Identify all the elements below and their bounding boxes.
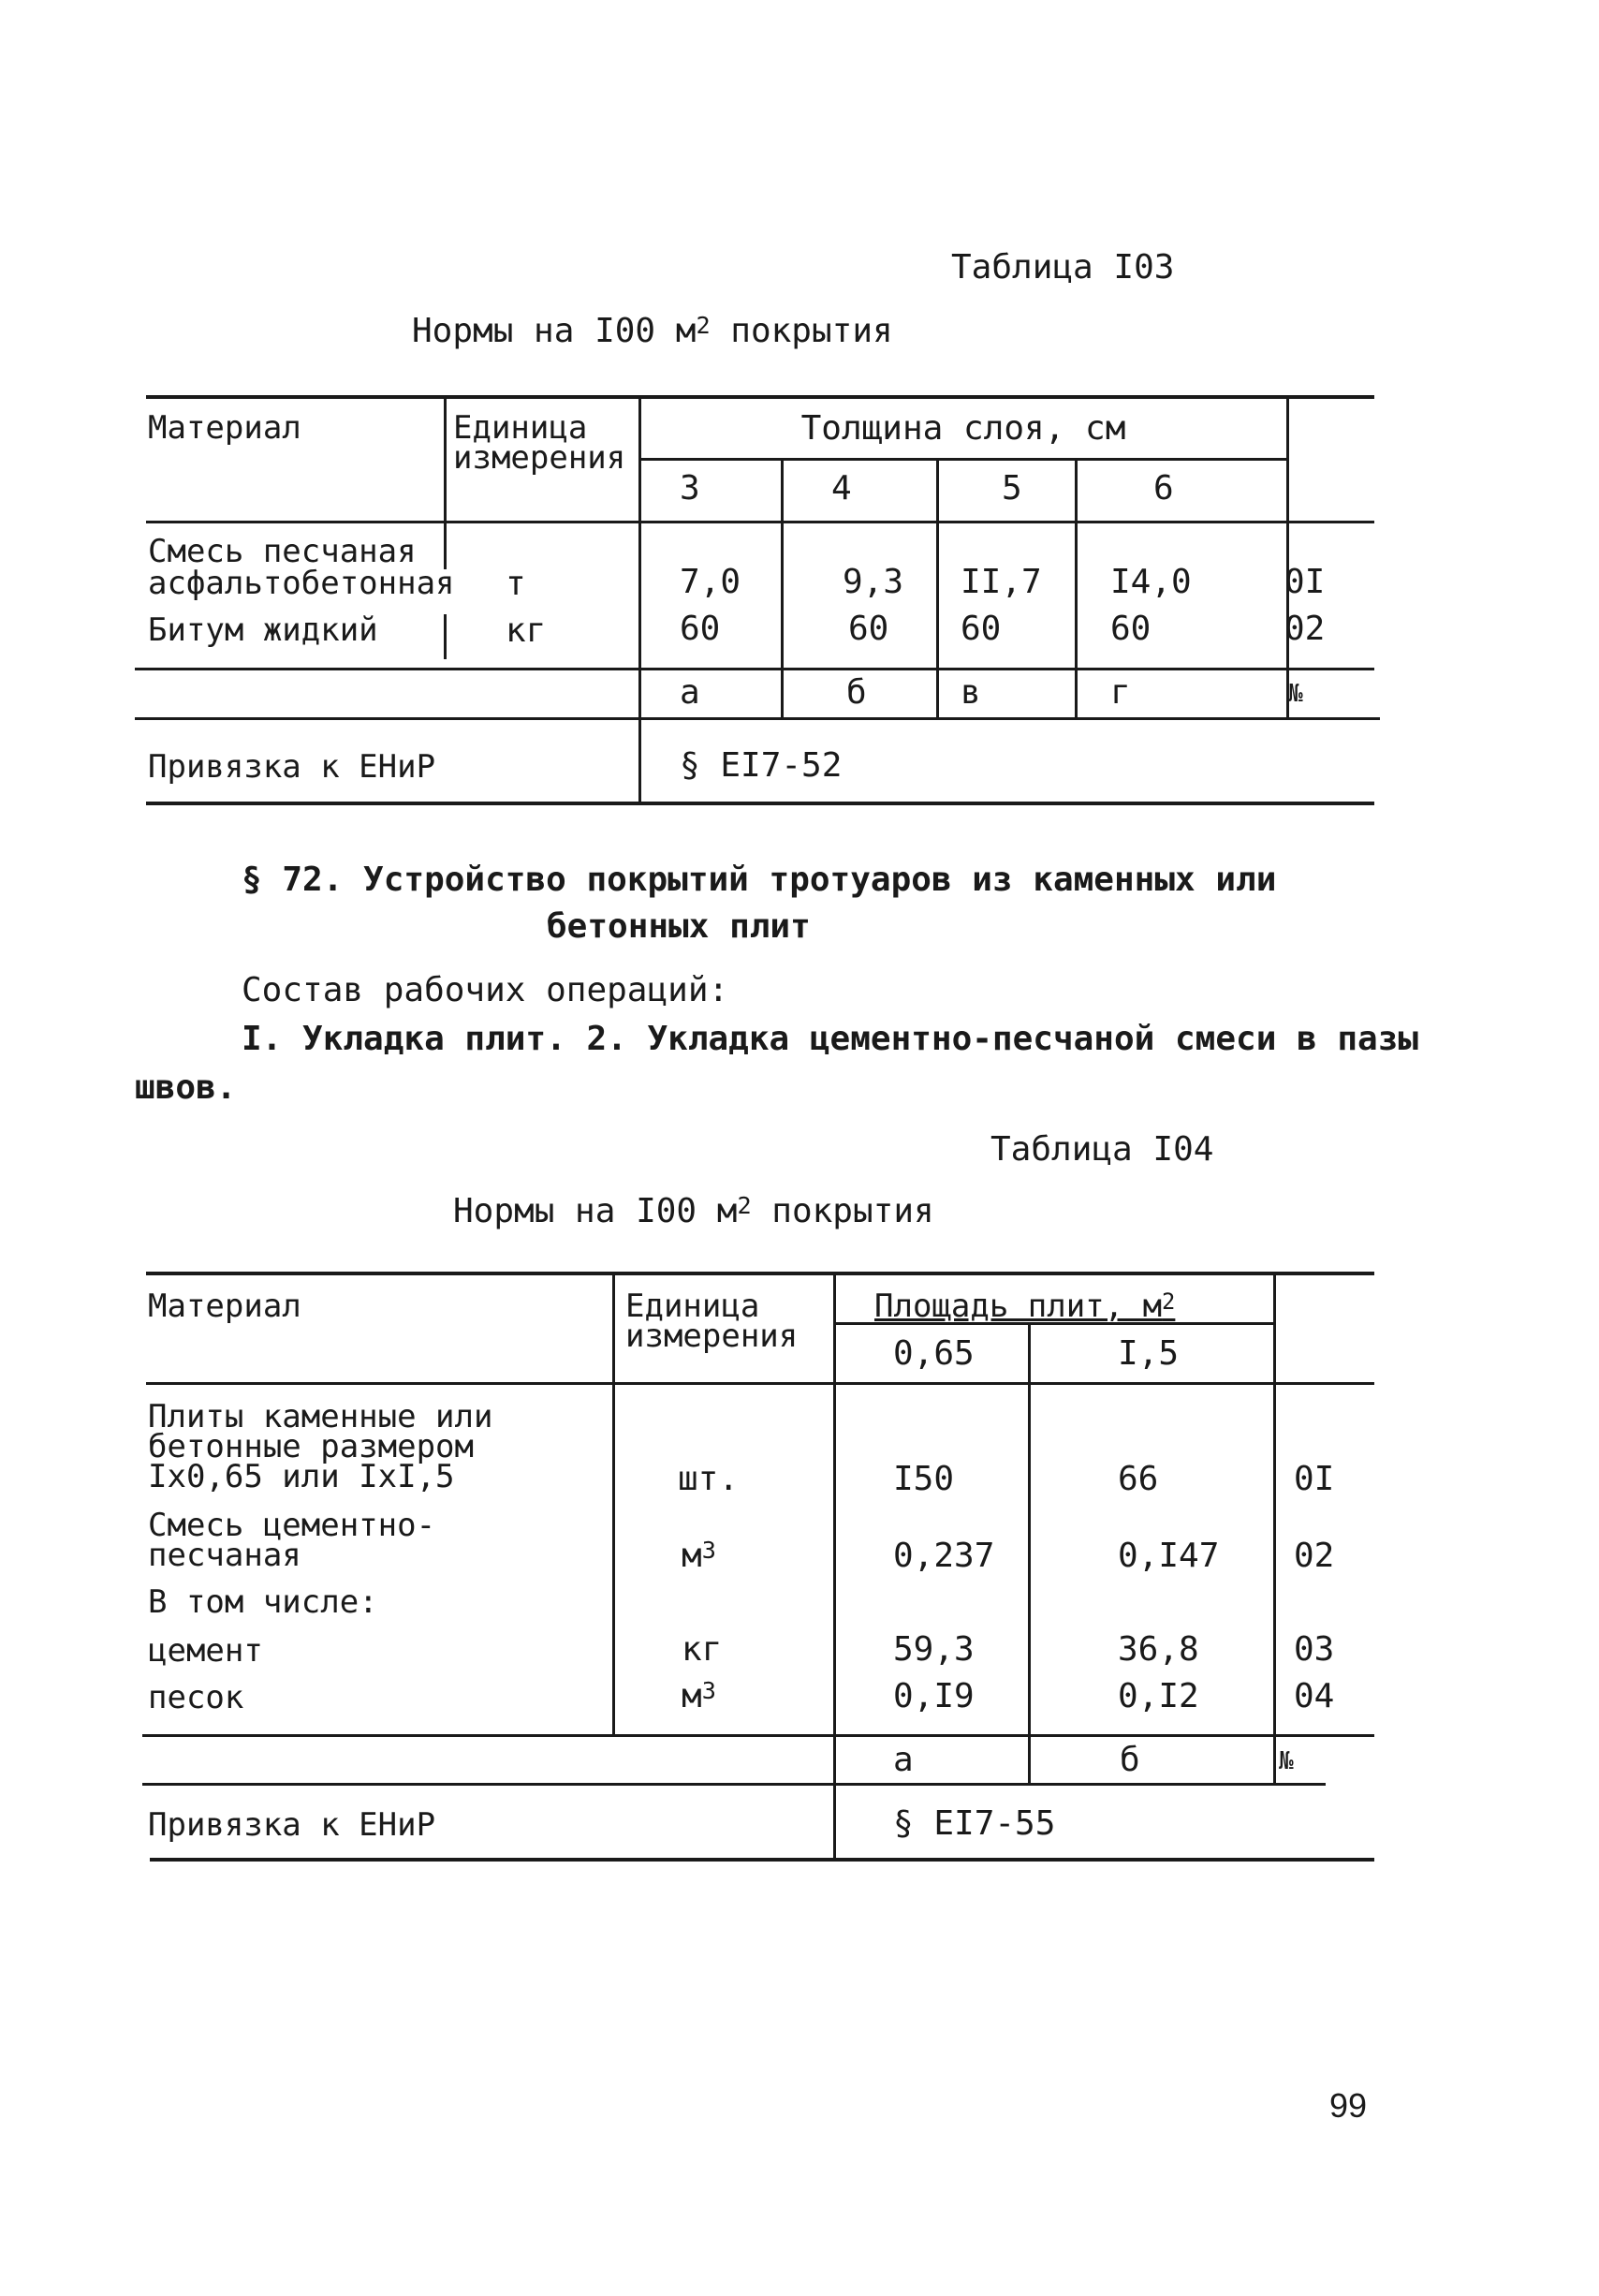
row-value: 60 — [680, 610, 721, 648]
col-divider — [444, 397, 447, 522]
row-code: 03 — [1294, 1630, 1335, 1669]
header-rule — [640, 458, 1288, 461]
col-divider — [444, 522, 447, 569]
row-material: Плиты каменные или — [148, 1398, 493, 1435]
row-material: асфальтобетонная — [148, 565, 455, 602]
row-value: 60 — [1110, 610, 1152, 648]
row-unit: шт. — [678, 1460, 740, 1498]
row-code: 02 — [1284, 610, 1326, 648]
row-unit: т — [506, 565, 526, 603]
reference-label: Привязка к ЕНиР — [148, 1806, 436, 1844]
row-unit: кг — [682, 1630, 723, 1669]
header-bottom-rule — [146, 1382, 1374, 1385]
row-material: Iх0,65 или IхI,5 — [148, 1458, 455, 1495]
header-material: Материал — [148, 1288, 301, 1325]
row-value: 7,0 — [680, 563, 741, 601]
row-unit — [682, 1677, 716, 1715]
number-sign: № — [1288, 680, 1303, 708]
header-group-superscript: 2 — [1162, 1288, 1176, 1315]
unit-text: м — [682, 1537, 702, 1575]
row-value: 66 — [1118, 1460, 1159, 1498]
number-sign: № — [1279, 1747, 1294, 1775]
table-caption — [412, 312, 893, 350]
header-col: 5 — [1002, 469, 1022, 508]
operations-text: I. Укладка плит. 2. Укладка цементно-песчаной смеси в пазы — [242, 1020, 1419, 1058]
row-material: Смесь цементно- — [148, 1507, 436, 1544]
table-caption — [453, 1192, 934, 1230]
row-code: 04 — [1294, 1677, 1335, 1715]
header-material: Материал — [148, 409, 301, 447]
column-letter: б — [846, 673, 867, 712]
header-bottom-rule — [146, 521, 1374, 523]
caption-text: Нормы на I00 м — [412, 312, 697, 350]
section-title: § 72. Устройство покрытий тротуаров из каменных или — [242, 861, 1277, 899]
header-col: 3 — [680, 469, 700, 508]
row-value: 9,3 — [843, 563, 904, 601]
body-bottom-rule — [135, 668, 1374, 670]
row-value: 60 — [848, 610, 889, 648]
unit-superscript: 3 — [701, 1677, 716, 1705]
col-divider — [1286, 397, 1289, 719]
caption-text: Нормы на I00 м — [453, 1192, 738, 1230]
row-value: I4,0 — [1110, 563, 1192, 601]
row-code: 0I — [1284, 563, 1326, 601]
header-unit: измерения — [453, 439, 626, 477]
row-code: 02 — [1294, 1537, 1335, 1575]
body-bottom-rule — [142, 1734, 1374, 1737]
col-divider — [612, 1273, 615, 1736]
column-letter: г — [1110, 673, 1131, 712]
row-material: песчаная — [148, 1537, 301, 1574]
column-letter: а — [893, 1741, 914, 1779]
unit-text: м — [682, 1677, 702, 1715]
reference-value: § EI7-55 — [893, 1804, 1056, 1843]
operations-title: Состав рабочих операций: — [242, 971, 729, 1009]
header-col: I,5 — [1118, 1334, 1180, 1373]
table-top-rule — [146, 1272, 1374, 1275]
header-col: 4 — [831, 469, 852, 508]
row-material: Битум жидкий — [148, 611, 378, 649]
header-group-text: Площадь плит, м — [874, 1288, 1163, 1325]
caption-text-end: покрытия — [710, 312, 893, 350]
row-material: цемент — [148, 1632, 263, 1670]
row-code: 0I — [1294, 1460, 1335, 1498]
row-material: песок — [148, 1679, 244, 1716]
column-letter: а — [680, 673, 700, 712]
table-label: Таблица I03 — [951, 248, 1175, 287]
header-unit: измерения — [625, 1317, 799, 1355]
row-value: 0,237 — [893, 1537, 995, 1575]
caption-text-end: покрытия — [751, 1192, 934, 1230]
row-material: бетонные размером — [148, 1428, 474, 1465]
unit-superscript: 3 — [701, 1537, 716, 1565]
reference-value: § EI7-52 — [680, 746, 843, 785]
row-unit — [682, 1539, 716, 1573]
col-divider — [444, 614, 447, 659]
page-number: 99 — [1329, 2086, 1368, 2125]
row-value: 59,3 — [893, 1630, 975, 1669]
header-col: 6 — [1153, 469, 1174, 508]
row-value: II,7 — [961, 563, 1042, 601]
row-value: 60 — [961, 610, 1002, 648]
row-value: 36,8 — [1118, 1630, 1199, 1669]
row-value: I50 — [893, 1460, 955, 1498]
header-group: Толщина слоя, см — [800, 409, 1126, 448]
col-divider — [1075, 459, 1078, 719]
table-bottom-rule — [146, 802, 1374, 805]
row-unit: кг — [506, 611, 547, 650]
letters-bottom-rule — [142, 1783, 1326, 1786]
header-unit: Единица — [625, 1288, 760, 1325]
header-group — [874, 1288, 1176, 1325]
row-value: 0,I2 — [1118, 1677, 1199, 1715]
col-divider — [638, 397, 641, 803]
table-bottom-rule — [150, 1858, 1374, 1862]
col-divider — [1273, 1273, 1276, 1785]
caption-superscript: 2 — [737, 1192, 752, 1220]
header-col: 0,65 — [893, 1334, 975, 1373]
column-letter: в — [961, 673, 981, 712]
row-material: Смесь песчаная — [148, 533, 417, 570]
operations-text: швов. — [135, 1068, 237, 1107]
row-value: 0,I47 — [1118, 1537, 1220, 1575]
row-value: 0,I9 — [893, 1677, 975, 1715]
header-unit: Единица — [453, 409, 588, 447]
table-top-rule — [146, 395, 1374, 399]
table-label: Таблица I04 — [990, 1130, 1214, 1169]
section-title: бетонных плит — [547, 907, 811, 946]
caption-superscript: 2 — [696, 312, 711, 340]
col-divider — [1028, 1324, 1031, 1785]
letters-bottom-rule — [135, 717, 1380, 720]
row-material: В том числе: — [148, 1583, 378, 1621]
col-divider — [936, 459, 939, 719]
column-letter: б — [1120, 1741, 1140, 1779]
col-divider — [781, 459, 784, 719]
reference-label: Привязка к ЕНиР — [148, 748, 436, 786]
col-divider — [833, 1273, 836, 1860]
